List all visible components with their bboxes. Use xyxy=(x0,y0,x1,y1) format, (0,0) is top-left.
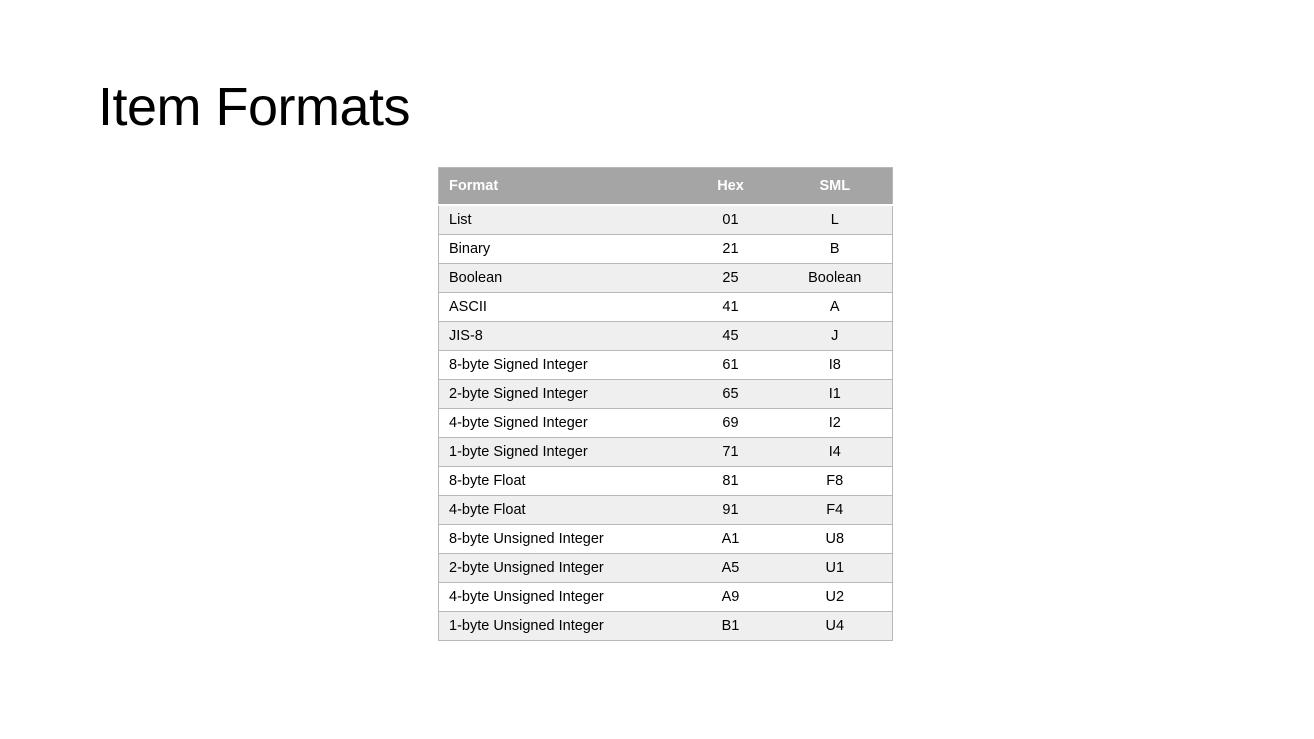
format-cell: ASCII xyxy=(439,293,684,322)
sml-cell: U1 xyxy=(778,554,893,583)
hex-cell: 71 xyxy=(684,438,778,467)
sml-cell: F4 xyxy=(778,496,893,525)
format-cell: 8-byte Float xyxy=(439,467,684,496)
table-row xyxy=(439,525,893,554)
format-cell: Boolean xyxy=(439,264,684,293)
hex-cell: 65 xyxy=(684,380,778,409)
sml-cell: Boolean xyxy=(778,264,893,293)
sml-cell: J xyxy=(778,322,893,351)
hex-cell: A5 xyxy=(684,554,778,583)
format-cell: JIS-8 xyxy=(439,322,684,351)
table-row xyxy=(439,380,893,409)
table-row xyxy=(439,496,893,525)
table-row xyxy=(439,583,893,612)
hex-cell: 69 xyxy=(684,409,778,438)
sml-cell: U8 xyxy=(778,525,893,554)
format-cell: 1-byte Unsigned Integer xyxy=(439,612,684,641)
slide-title: Item Formats xyxy=(98,77,411,137)
table-row xyxy=(439,264,893,293)
format-cell: 4-byte Unsigned Integer xyxy=(439,583,684,612)
table-row xyxy=(439,293,893,322)
sml-cell: I4 xyxy=(778,438,893,467)
hex-cell: 41 xyxy=(684,293,778,322)
table-row xyxy=(439,322,893,351)
format-cell: 4-byte Signed Integer xyxy=(439,409,684,438)
sml-cell: A xyxy=(778,293,893,322)
sml-cell: F8 xyxy=(778,467,893,496)
hex-cell: A1 xyxy=(684,525,778,554)
format-cell: List xyxy=(439,205,684,235)
hex-cell: 01 xyxy=(684,205,778,235)
table-row xyxy=(439,438,893,467)
sml-cell: U4 xyxy=(778,612,893,641)
table-row xyxy=(439,554,893,583)
table-row xyxy=(439,205,893,235)
table-row xyxy=(439,409,893,438)
sml-cell: I8 xyxy=(778,351,893,380)
item-formats-table xyxy=(438,167,893,641)
hex-cell: B1 xyxy=(684,612,778,641)
column-header-hex: Hex xyxy=(684,168,778,206)
table-row xyxy=(439,612,893,641)
format-cell: 1-byte Signed Integer xyxy=(439,438,684,467)
hex-cell: 21 xyxy=(684,235,778,264)
format-cell: Binary xyxy=(439,235,684,264)
table-row xyxy=(439,351,893,380)
sml-cell: I2 xyxy=(778,409,893,438)
sml-cell: I1 xyxy=(778,380,893,409)
column-header-format: Format xyxy=(439,168,684,206)
column-header-sml: SML xyxy=(778,168,893,206)
hex-cell: A9 xyxy=(684,583,778,612)
table-row xyxy=(439,467,893,496)
sml-cell: U2 xyxy=(778,583,893,612)
sml-cell: L xyxy=(778,205,893,235)
format-cell: 2-byte Unsigned Integer xyxy=(439,554,684,583)
hex-cell: 25 xyxy=(684,264,778,293)
format-cell: 8-byte Signed Integer xyxy=(439,351,684,380)
table-row xyxy=(439,235,893,264)
table-header-row xyxy=(439,168,893,206)
sml-cell: B xyxy=(778,235,893,264)
hex-cell: 81 xyxy=(684,467,778,496)
format-cell: 8-byte Unsigned Integer xyxy=(439,525,684,554)
hex-cell: 91 xyxy=(684,496,778,525)
hex-cell: 45 xyxy=(684,322,778,351)
format-cell: 2-byte Signed Integer xyxy=(439,380,684,409)
format-cell: 4-byte Float xyxy=(439,496,684,525)
hex-cell: 61 xyxy=(684,351,778,380)
